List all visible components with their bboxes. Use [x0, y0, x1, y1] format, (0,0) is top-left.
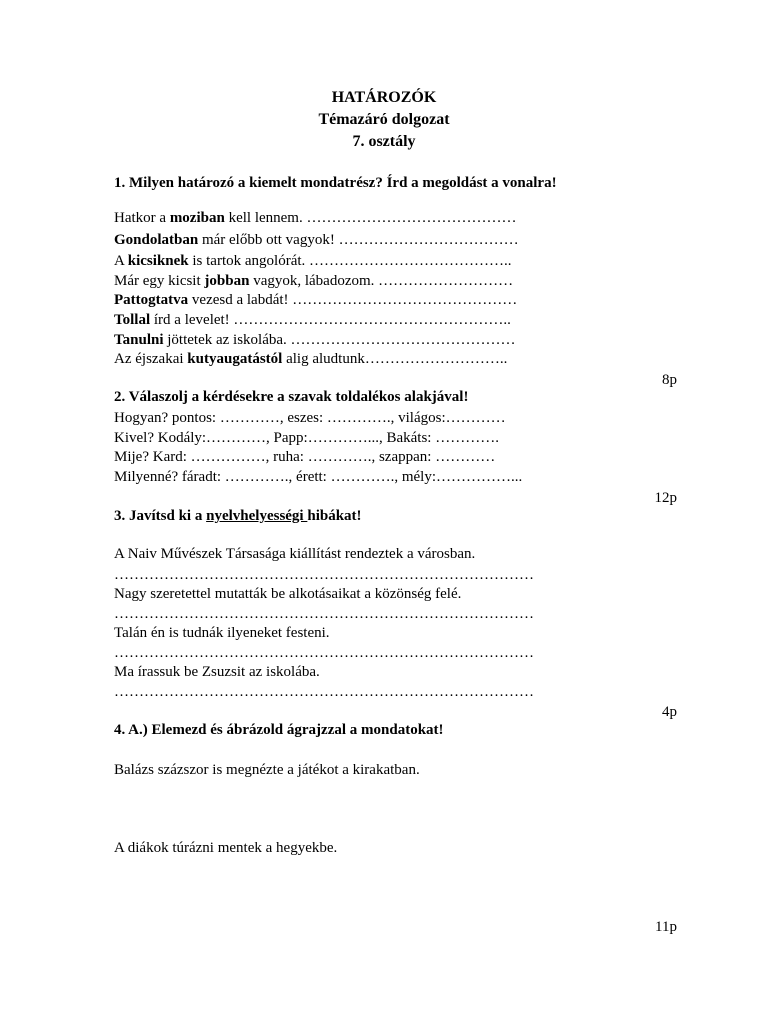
task4-points: 11p: [655, 919, 677, 935]
task3-heading: 3. Javítsd ki a nyelvhelyességi hibákat!: [114, 508, 362, 524]
task4-sentence: A diákok túrázni mentek a hegyekbe.: [114, 840, 338, 856]
task3-answer-line: …………………………………………………………………………: [114, 645, 534, 661]
task2-line: Kivel? Kodály:…………, Papp:…………..., Bakáts: ………….: [114, 430, 499, 446]
page-title: HATÁROZÓK: [331, 89, 437, 106]
task1-points: 8p: [662, 372, 677, 388]
task1-heading: 1. Milyen határozó a kiemelt mondatrész? Írd a megoldást a vonalra!: [114, 175, 557, 191]
page-subtitle: Témazáró dolgozat: [318, 111, 450, 128]
task3-sentence: A Naiv Művészek Társasága kiállítást rendeztek a városban.: [114, 546, 476, 562]
task4-sentence: Balázs százszor is megnézte a játékot a kirakatban.: [114, 762, 420, 778]
task2-heading: 2. Válaszolj a kérdésekre a szavak toldalékos alakjával!: [114, 389, 469, 405]
grade-label: 7. osztály: [352, 133, 416, 150]
task1-line: Hatkor a moziban kell lennem. ……………………………………: [114, 210, 517, 226]
task3-answer-line: …………………………………………………………………………: [114, 606, 534, 622]
task1-line: Már egy kicsit jobban vagyok, lábadozom. ………………………: [114, 273, 514, 289]
task2-line: Milyenné? fáradt: …………., érett: …………., mély:……………...: [114, 469, 523, 485]
task1-line: Gondolatban már előbb ott vagyok! ………………………………: [114, 232, 519, 248]
task1-line: A kicsiknek is tartok angolórát. …………………………………..: [114, 253, 512, 269]
task1-line: Az éjszakai kutyaugatástól alig aludtunk………………………..: [114, 351, 508, 367]
task3-sentence: Ma írassuk be Zsuzsit az iskolába.: [114, 664, 320, 680]
task1-line: Pattogtatva vezesd a labdát! ………………………………………: [114, 292, 518, 308]
task4-heading: 4. A.) Elemezd és ábrázold ágrajzzal a mondatokat!: [114, 722, 444, 738]
task3-answer-line: …………………………………………………………………………: [114, 567, 534, 583]
task2-points: 12p: [654, 490, 677, 506]
task2-line: Mije? Kard: ……………, ruha: …………., szappan: …………: [114, 449, 496, 465]
task3-sentence: Talán én is tudnák ilyeneket festeni.: [114, 625, 330, 641]
task1-line: Tanulni jöttetek az iskolába. ………………………………………: [114, 332, 516, 348]
task2-line: Hogyan? pontos: …………, eszes: …………., világos:…………: [114, 410, 506, 426]
task1-line: Tollal írd a levelet! ………………………………………………..: [114, 312, 511, 328]
task3-sentence: Nagy szeretettel mutatták be alkotásaikat a közönség felé.: [114, 586, 462, 602]
task3-points: 4p: [662, 704, 677, 720]
task3-answer-line: …………………………………………………………………………: [114, 684, 534, 700]
